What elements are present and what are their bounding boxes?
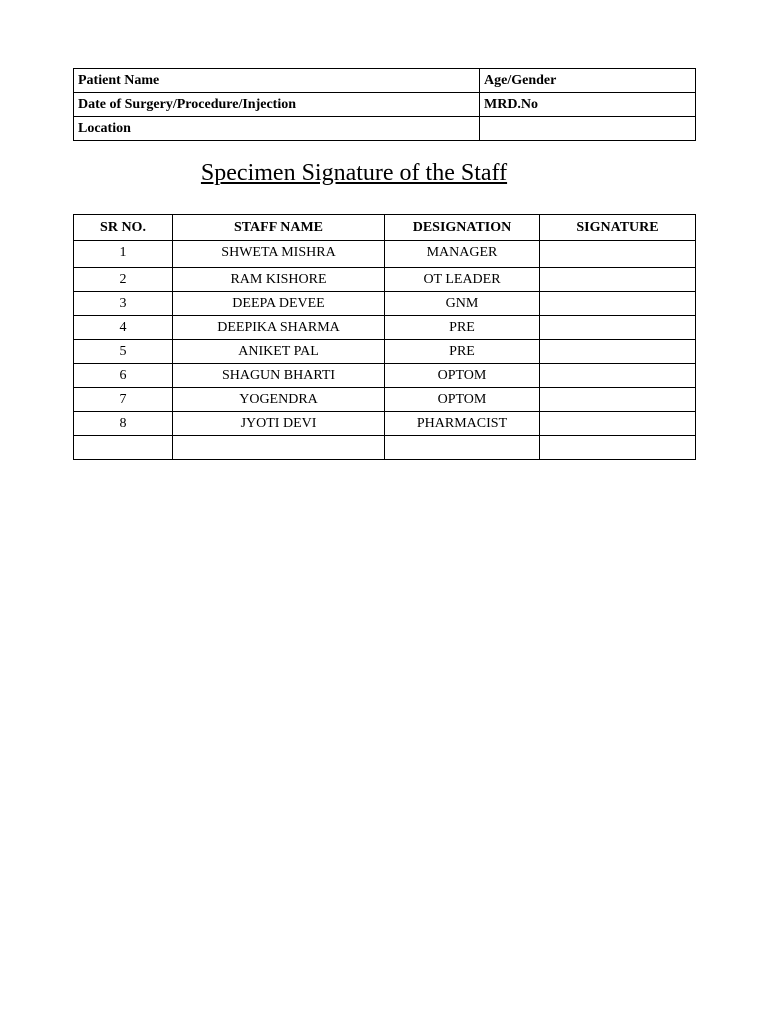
table-row bbox=[74, 388, 696, 412]
staff-name-cell: YOGENDRA bbox=[173, 388, 385, 412]
staff-name-cell: SHAGUN BHARTI bbox=[173, 364, 385, 388]
sr-no-cell: 6 bbox=[74, 364, 173, 388]
designation-cell: OPTOM bbox=[385, 364, 540, 388]
staff-name-cell: DEEPIKA SHARMA bbox=[173, 316, 385, 340]
sr-no-cell: 5 bbox=[74, 340, 173, 364]
signature-cell bbox=[540, 340, 696, 364]
header-staff-name: STAFF NAME bbox=[173, 215, 385, 241]
designation-cell: GNM bbox=[385, 292, 540, 316]
table-header-row bbox=[74, 215, 696, 241]
sr-no-cell: 8 bbox=[74, 412, 173, 436]
designation-cell bbox=[385, 436, 540, 460]
designation-cell: PRE bbox=[385, 340, 540, 364]
sr-no-cell: 3 bbox=[74, 292, 173, 316]
header-sr-no: SR NO. bbox=[74, 215, 173, 241]
table-row bbox=[74, 340, 696, 364]
signature-cell bbox=[540, 436, 696, 460]
designation-cell: OPTOM bbox=[385, 388, 540, 412]
patient-info-table bbox=[73, 68, 696, 141]
staff-name-cell: DEEPA DEVEE bbox=[173, 292, 385, 316]
sr-no-cell: 1 bbox=[74, 241, 173, 268]
signature-cell bbox=[540, 388, 696, 412]
signature-cell bbox=[540, 316, 696, 340]
sr-no-cell: 2 bbox=[74, 268, 173, 292]
mrd-no-label: MRD.No bbox=[480, 93, 696, 117]
header-signature: SIGNATURE bbox=[540, 215, 696, 241]
staff-name-cell bbox=[173, 436, 385, 460]
age-gender-label: Age/Gender bbox=[480, 69, 696, 93]
designation-cell: MANAGER bbox=[385, 241, 540, 268]
staff-name-cell: RAM KISHORE bbox=[173, 268, 385, 292]
table-row bbox=[74, 241, 696, 268]
signature-cell bbox=[540, 364, 696, 388]
staff-signature-table bbox=[73, 214, 696, 460]
signature-cell bbox=[540, 268, 696, 292]
patient-info-row bbox=[74, 117, 696, 141]
table-row bbox=[74, 292, 696, 316]
staff-name-cell: JYOTI DEVI bbox=[173, 412, 385, 436]
location-label: Location bbox=[74, 117, 480, 141]
patient-info-row bbox=[74, 69, 696, 93]
designation-cell: OT LEADER bbox=[385, 268, 540, 292]
table-row bbox=[74, 316, 696, 340]
designation-cell: PRE bbox=[385, 316, 540, 340]
signature-cell bbox=[540, 292, 696, 316]
staff-name-cell: SHWETA MISHRA bbox=[173, 241, 385, 268]
document-title: Specimen Signature of the Staff bbox=[200, 160, 508, 186]
signature-cell bbox=[540, 412, 696, 436]
sr-no-cell: 7 bbox=[74, 388, 173, 412]
table-row bbox=[74, 268, 696, 292]
designation-cell: PHARMACIST bbox=[385, 412, 540, 436]
sr-no-cell bbox=[74, 436, 173, 460]
sr-no-cell: 4 bbox=[74, 316, 173, 340]
date-of-surgery-label: Date of Surgery/Procedure/Injection bbox=[74, 93, 480, 117]
patient-name-label: Patient Name bbox=[74, 69, 480, 93]
location-value-cell bbox=[480, 117, 696, 141]
table-row bbox=[74, 412, 696, 436]
signature-cell bbox=[540, 241, 696, 268]
table-row bbox=[74, 364, 696, 388]
patient-info-row bbox=[74, 93, 696, 117]
header-designation: DESIGNATION bbox=[385, 215, 540, 241]
staff-name-cell: ANIKET PAL bbox=[173, 340, 385, 364]
table-row-empty bbox=[74, 436, 696, 460]
